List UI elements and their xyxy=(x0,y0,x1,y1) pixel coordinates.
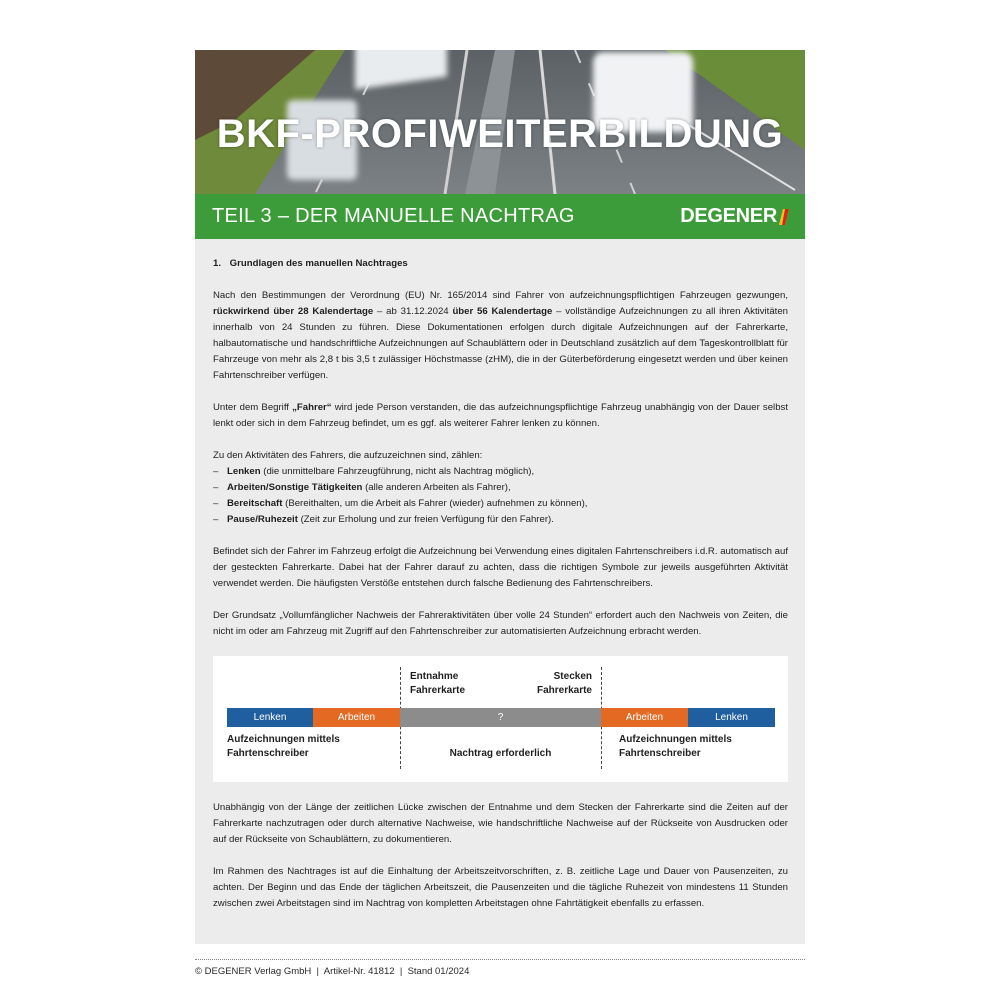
label-remove-card: Entnahme Fahrerkarte xyxy=(410,671,466,696)
brand-logo-mark-icon xyxy=(779,209,789,225)
para1-text-e: – vollständige Aufzeichnungen zu all ihren Aktivitäten innerhalb von 24 Stunden zu führen. Diese Dokumentationen erfolgen durch digitale Aufzeichnungen auf der Fahrerkarte, halbautomatische und handschriftliche Aufzeichnungen auf Schaublättern oder in Deutschland zusätzlich auf dem Tageskontrollblatt für Fahrzeuge von mehr als 2,8 t bis 3,5 t zulässiger Höchstmasse (zHM), die in der Güterbeförderung eingesetzt werden und über keinen Fahrtenschreiber verfügen. xyxy=(213,306,789,381)
activity-desc: (die unmittelbare Fahrzeugführung, nicht als Nachtrag möglich), xyxy=(260,466,535,477)
document-page xyxy=(195,50,805,944)
header-image xyxy=(195,50,805,194)
para2-text-c: wird jede Person verstanden, die das aufzeichnungspflichtige Fahrzeug unabhängig von der Dauer selbst lenkt oder sich in dem Fahrzeug befindet, um es ggf. als weiterer Fahrer lenken zu können. xyxy=(213,402,788,429)
para1-text-c: – ab 31.12.2024 xyxy=(373,306,453,317)
label-recording-left: Aufzeichnungen mittels Fahrtenschreiber xyxy=(227,734,340,759)
activity-term: Bereitschaft xyxy=(227,498,283,509)
content xyxy=(213,256,788,928)
activity-desc: (Bereithalten, um die Arbeit als Fahrer (wieder) aufnehmen zu können), xyxy=(282,498,588,509)
segment-gap: ? xyxy=(400,708,601,727)
segment-lenken-right: Lenken xyxy=(688,708,775,727)
para2-bold-b: „Fahrer“ xyxy=(292,402,332,413)
activity-desc: (Zeit zur Erholung und zur freien Verfügung für den Fahrer). xyxy=(297,514,554,525)
label-recording-right: Aufzeichnungen mittels Fahrtenschreiber xyxy=(619,734,732,759)
footer: © DEGENER Verlag GmbH | Artikel-Nr. 41812 | Stand 01/2024 xyxy=(195,966,470,977)
activities-list xyxy=(213,464,788,528)
segment-arbeiten-right: Arbeiten xyxy=(601,708,688,727)
segment-lenken-left: Lenken xyxy=(227,708,313,727)
title-band xyxy=(195,194,805,239)
paragraph-gap: Unabhängig von der Länge der zeitlichen Lücke zwischen der Entnahme und dem Stecken der Fahrerkarte sind die Zeiten auf der Fahrerkarte nachzutragen oder durch alternative Nachweise, wie handschriftliche Nachweise auf der Rückseite von Ausdrucken oder auf der Rückseite von Schaublättern, zu dokumentieren. xyxy=(213,802,788,845)
timeline-diagram xyxy=(213,656,788,782)
page-title: BKF-PROFIWEITERBILDUNG xyxy=(216,112,784,156)
brand-logo: DEGENER xyxy=(680,205,777,227)
footer-divider xyxy=(195,959,805,960)
list-item xyxy=(213,464,788,480)
activity-term: Lenken xyxy=(227,466,261,477)
paragraph-driver-definition xyxy=(213,400,788,432)
section-heading xyxy=(213,256,788,272)
para1-text-a: Nach den Bestimmungen der Verordnung (EU) Nr. 165/2014 sind Fahrer von aufzeichnungspflichtigen Fahrzeugen gezwungen, xyxy=(213,290,788,301)
list-item xyxy=(213,512,788,528)
section-title: Grundlagen des manuellen Nachtrages xyxy=(229,258,408,269)
activity-term: Arbeiten/Sonstige Tätigkeiten xyxy=(227,482,363,493)
list-item xyxy=(213,480,788,496)
paragraph-regulation xyxy=(213,288,788,384)
paragraph-recording: Befindet sich der Fahrer im Fahrzeug erfolgt die Aufzeichnung bei Verwendung eines digitalen Fahrtenschreibers i.d.R. automatisch auf der gesteckten Fahrerkarte. Dabei hat der Fahrer darauf zu achten, dass die richtigen Symbole zur jeweils ausgeführten Aktivität verwendet werden. Die häufigsten Verstöße entstehen durch falsche Bedienung des Fahrtenschreibers. xyxy=(213,546,788,589)
para2-text-a: Unter dem Begriff xyxy=(213,402,293,413)
label-nachtrag: Nachtrag erforderlich xyxy=(449,748,552,759)
section-number: 1. xyxy=(213,258,222,269)
para1-bold-d: über 56 Kalendertage xyxy=(452,306,553,317)
paragraph-principle: Der Grundsatz „Vollumfänglicher Nachweis der Fahreraktivitäten über volle 24 Stunden“ erfordert auch den Nachweis von Zeiten, die nicht im oder am Fahrzeug mit Zugriff auf den Fahrtenschreiber zur automatisierten Aufzeichnung erbracht werden. xyxy=(213,610,788,637)
list-item xyxy=(213,496,788,512)
part-title: TEIL 3 – DER MANUELLE NACHTRAG xyxy=(212,205,575,227)
activities-intro: Zu den Aktivitäten des Fahrers, die aufzuzeichnen sind, zählen: xyxy=(213,450,483,461)
label-insert-card: Stecken Fahrerkarte xyxy=(536,671,592,696)
segment-arbeiten-left: Arbeiten xyxy=(313,708,400,727)
activity-term: Pause/Ruhezeit xyxy=(227,514,298,525)
activity-desc: (alle anderen Arbeiten als Fahrer), xyxy=(362,482,511,493)
para1-bold-b: rückwirkend über 28 Kalendertage xyxy=(213,306,374,317)
paragraph-working-time: Im Rahmen des Nachtrages ist auf die Einhaltung der Arbeitszeitvorschriften, z. B. zeitliche Lage und Dauer von Pausenzeiten, zu achten. Der Beginn und das Ende der täglichen Arbeitszeit, die Pausenzeiten und die tägliche Ruhezeit von mindestens 11 Stunden zwischen zwei Arbeitstagen sind im Nachtrag von kompletten Arbeitstagen ohne Fahrtätigkeit ebenfalls zu erfassen. xyxy=(213,866,788,909)
